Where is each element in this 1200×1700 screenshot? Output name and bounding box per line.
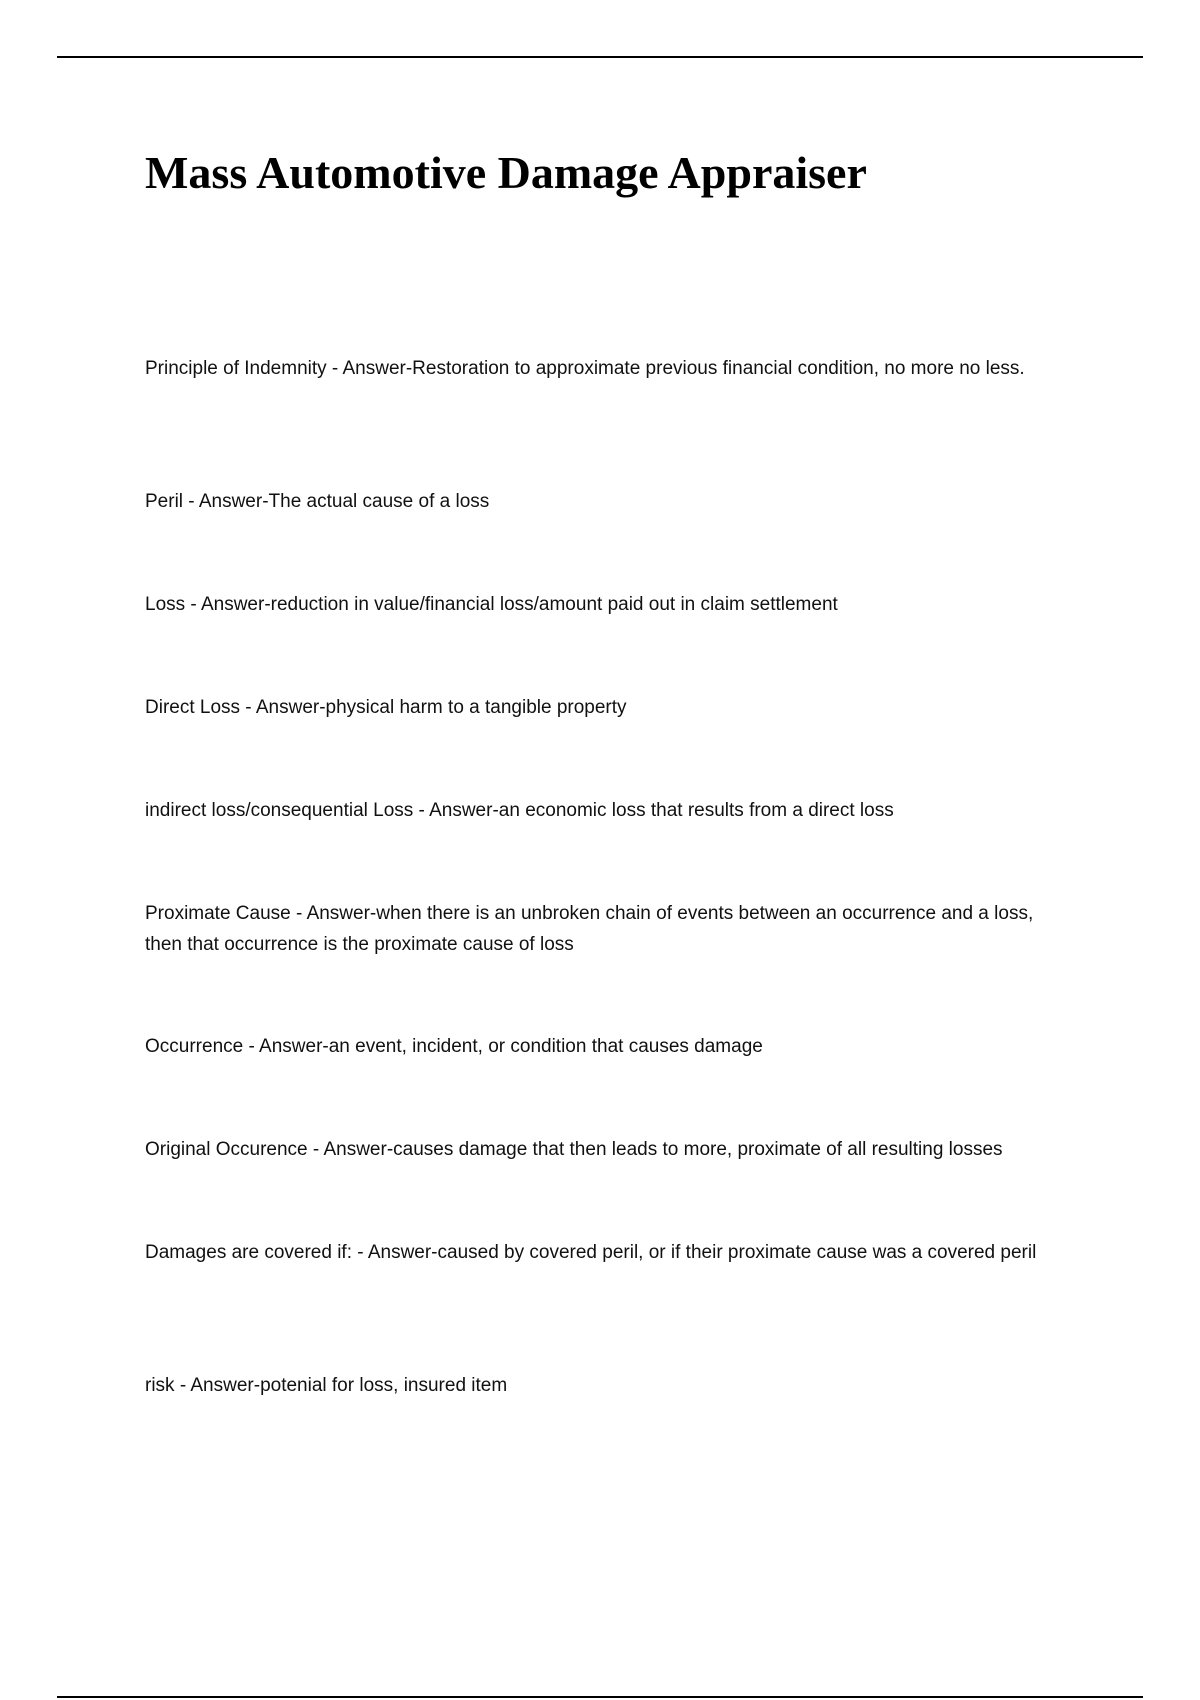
qa-entry: Occurrence - Answer-an event, incident, or condition that causes damage (145, 1036, 763, 1057)
qa-entry: Loss - Answer-reduction in value/financial loss/amount paid out in claim settlement (145, 594, 838, 615)
qa-entry: Damages are covered if: - Answer-caused by covered peril, or if their proximate cause was a covered peril (145, 1242, 1037, 1263)
header-rule (57, 56, 1143, 58)
qa-entry: Peril - Answer-The actual cause of a loss (145, 491, 490, 512)
qa-entry: risk - Answer-potenial for loss, insured item (145, 1375, 508, 1396)
qa-entry: indirect loss/consequential Loss - Answer-an economic loss that results from a direct loss (145, 800, 894, 821)
qa-entry: Principle of Indemnity - Answer-Restoration to approximate previous financial condition, no more no less. (145, 358, 1025, 379)
document-title: Mass Automotive Damage Appraiser (145, 147, 867, 198)
qa-entry: Original Occurence - Answer-causes damage that then leads to more, proximate of all resulting losses (145, 1139, 1003, 1160)
qa-entry: Direct Loss - Answer-physical harm to a tangible property (145, 697, 627, 718)
qa-entry: Proximate Cause - Answer-when there is an unbroken chain of events between an occurrence and a loss, then that occurrence is the proximate cause of loss (145, 903, 1034, 955)
footer-rule (57, 1696, 1143, 1698)
